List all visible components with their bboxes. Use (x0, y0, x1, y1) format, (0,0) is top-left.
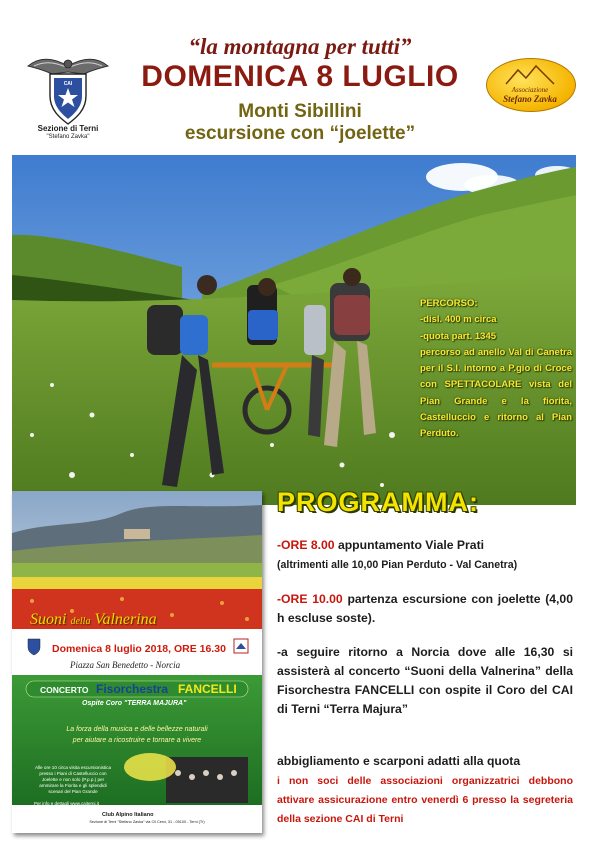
route-start-altitude: -quota part. 1345 (420, 330, 497, 342)
poster-concert-label: CONCERTO (40, 685, 89, 695)
poster-title-b: della (70, 616, 91, 627)
svg-text:CAI: CAI (63, 81, 73, 87)
cai-section-label: Sezione di Terni (37, 124, 99, 133)
program-item-2 (277, 590, 573, 628)
route-elevation: -disl. 400 m circa (420, 314, 497, 326)
route-description (420, 296, 572, 443)
poster-club-name: Club Alpino Italiano (102, 812, 154, 818)
cai-section-name: "Stefano Zavka" (46, 134, 90, 140)
route-heading: PERCORSO: (420, 298, 478, 309)
poster-web-info: Per info e dettagli www.caiterni.it (34, 801, 100, 806)
insurance-warning: i non soci delle associazioni organizzatrici debbono attivare assicurazione entro venerdì 6 presso la segreteria della sezione CAI di Terni (277, 775, 573, 825)
association-name: Stefano Zavka (503, 94, 557, 104)
program-item-1-text: appuntamento Viale Prati (334, 538, 485, 552)
poster-tagline-1: La forza della musica e delle bellezze naturali (66, 726, 208, 733)
poster-address: Sezione di Terni "Stefano Zavka" via Cll Cervi, 31 - 05100 - Terni (Tr) (89, 820, 205, 824)
poster-title-a: Suoni (30, 611, 71, 628)
program-item-1-time: -ORE 8.00 (277, 538, 335, 552)
poster-orchestra-name: FANCELLI (178, 682, 237, 696)
event-place: Monti Sibillini (238, 101, 362, 122)
association-label: Associazione (511, 86, 549, 94)
poster-excursion-info: Alle ore 10 circa visita escursionistica presso i Piani di Castelluccio con Joelette e non solo (P.p.p.) per ammirare la Fiorita e gli splendidi scenari del Pian Grande (34, 765, 112, 794)
event-subtitle: escursione con “joelette” (184, 123, 416, 144)
program-item-1 (277, 536, 573, 575)
poster-guest: Ospite Coro "TERRA MAJURA" (82, 700, 187, 707)
poster-tagline (34, 724, 240, 746)
poster-title (30, 611, 157, 629)
cai-logo (26, 52, 110, 126)
program-item-2-text: partenza escursione con joelette (4,00 h escluse soste). (277, 592, 573, 625)
poster-title-c: Valnerina (90, 611, 157, 628)
slogan: “la montagna per tutti” (188, 34, 412, 59)
poster-tagline-2: per aiutare a ricostruire e tornare a vivere (72, 737, 202, 744)
program-item-2-time: -ORE 10.00 (277, 592, 343, 606)
program-item-1-note: (altrimenti alle 10,00 Pian Perduto - Val Canetra) (277, 559, 518, 571)
poster-date: Domenica 8 luglio 2018, ORE 16.30 (52, 643, 226, 655)
route-details: percorso ad anello Val di Canetra per il S.I. intorno a P.gio di Croce con SPETTACOLARE vista del Pian Grande e la fiorita, Castelluccio e ritorno al Pian Perduto. (420, 346, 572, 440)
concert-poster (12, 491, 262, 833)
program-item-3: -a seguire ritorno a Norcia dove alle 16,30 si assisterà al concerto “Suoni della Valnerina” della Fisorchestra FANCELLI con ospite il Coro del CAI di Terni “Terra Majura” (277, 645, 573, 716)
poster-venue: Piazza San Benedetto - Norcia (70, 660, 181, 670)
gear-note: abbigliamento e scarponi adatti alla quota (277, 754, 521, 768)
mountain-icon (504, 64, 556, 86)
program-title: PROGRAMMA: (277, 487, 479, 517)
poster-orchestra: Fisorchestra (96, 682, 169, 696)
event-date-title: DOMENICA 8 LUGLIO (141, 60, 459, 93)
